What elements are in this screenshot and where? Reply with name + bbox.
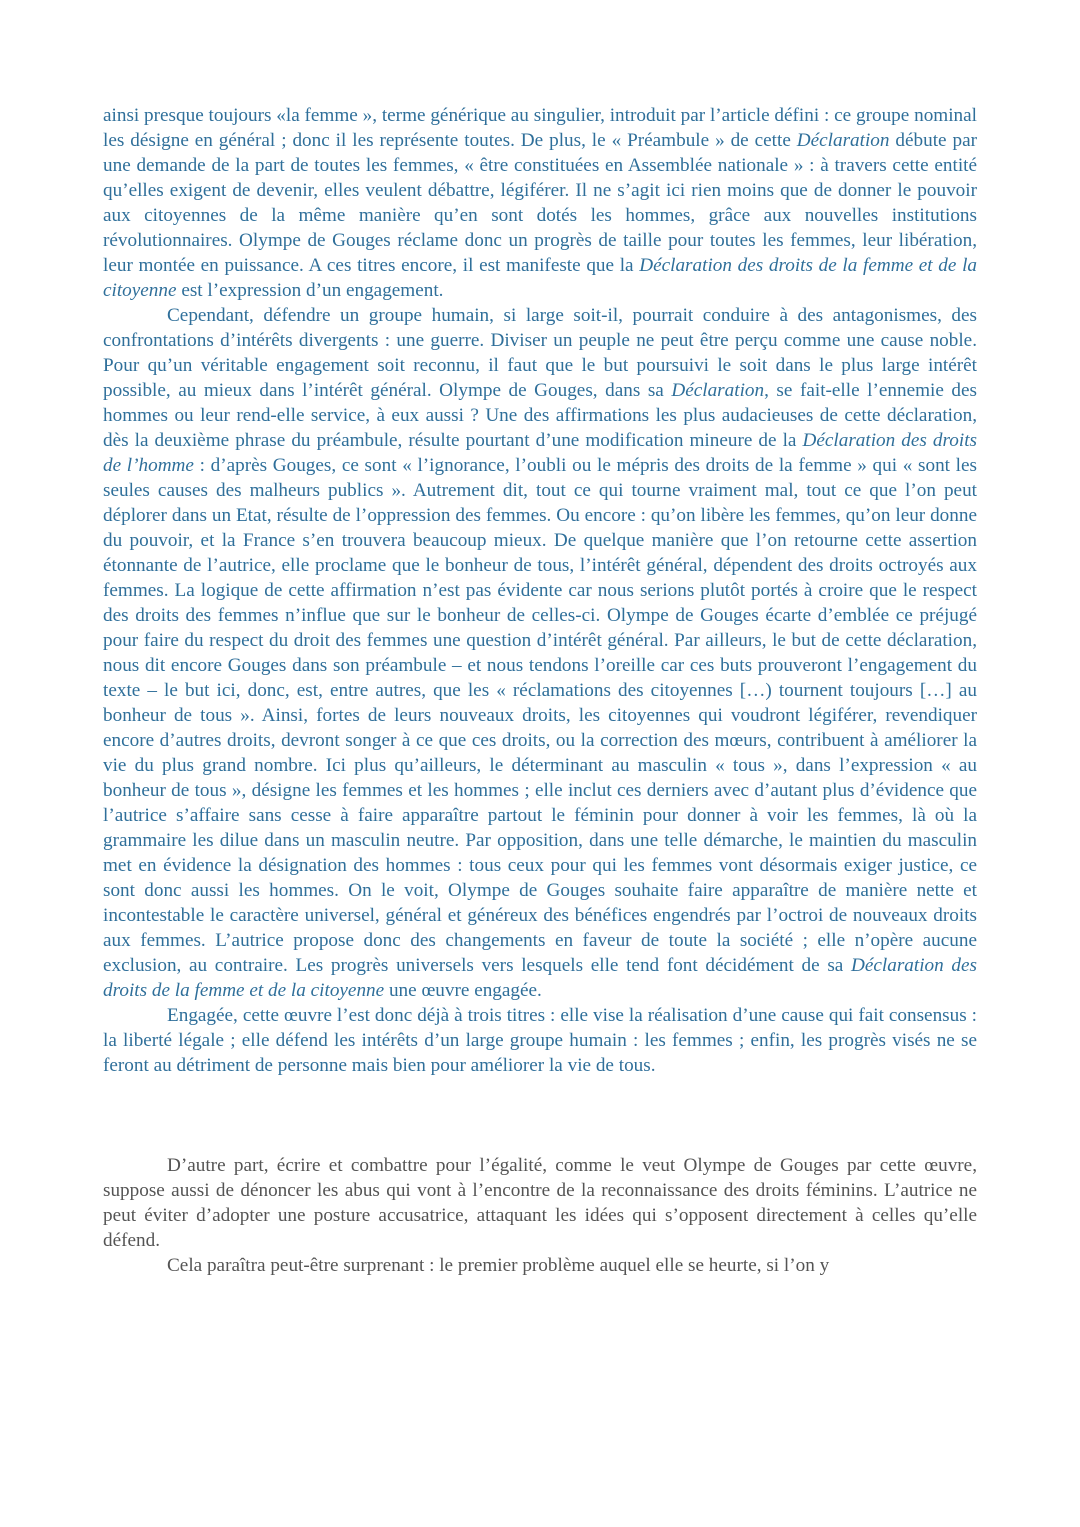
title-declaration: Déclaration bbox=[796, 130, 890, 151]
paragraph-engagement-intro: ainsi presque toujours «la femme », terme générique au singulier, introduit par l’article défini : ce groupe nominal les désigne en général ; donc il les représente toutes. De plus, le « Préambule » de cette Déclaration débute par une demande de la part de toutes les femmes, « être constituées en Assemblée nationale » : à travers cette entité qu’elles exigent de devenir, elles veulent débattre, légiférer. Il ne s’agit ici rien moins que de donner le pouvoir aux citoyennes de la même manière qu’en sont dotés les hommes, grâce aux nouvelles institutions révolutionnaires. Olympe de Gouges réclame donc un progrès de taille pour toutes les femmes, leur libération, leur montée en puissance. A ces titres encore, il est manifeste que la Déclaration des droits de la femme et de la citoyenne est l’expression d’un engagement. bbox=[103, 105, 977, 301]
paragraph-conclusion: Engagée, cette œuvre l’est donc déjà à trois titres : elle vise la réalisation d’une cause qui fait consensus : la liberté légale ; elle défend les intérêts d’un large groupe humain : les femmes ; enfin, les progrès visés ne se feront au détriment de personne mais bien pour améliorer la vie de tous. bbox=[103, 1005, 977, 1076]
paragraph-interet-general: Cependant, défendre un groupe humain, si large soit-il, pourrait conduire à des antagonismes, des confrontations d’intérêts divergents : une guerre. Diviser un peuple ne peut être perçu comme une cause noble. Pour qu’un véritable engagement soit reconnu, il faut que le but poursuivi le soit dans le plus large intérêt possible, au mieux dans l’intérêt général. Olympe de Gouges, dans sa Déclaration, se fait-elle l’ennemie des hommes ou leur rend-elle service, à eux aussi ? Une des affirmations les plus audacieuses de cette déclaration, dès la deuxième phrase du préambule, résulte pourtant d’une modification mineure de la Déclaration des droits de l’homme : d’après Gouges, ce sont « l’ignorance, l’oubli ou le mépris des droits de la femme » qui « sont les seules causes des malheurs publics ». Autrement dit, tout ce qui tourne vraiment mal, tout ce que l’on peut déplorer dans un Etat, résulte de l’oppression des femmes. Ou encore : qu’on libère les femmes, qu’on leur donne du pouvoir, et la France s’en trouvera beaucoup mieux. De quelque manière que l’on retourne cette assertion étonnante de l’autrice, elle proclame que le bonheur de tous, l’intérêt général, dépendent des droits octroyés aux femmes. La logique de cette affirmation n’est pas évidente car nous serions plutôt portés à croire que le respect des droits des femmes n’influe que sur le bonheur de celles-ci. Olympe de Gouges écarte d’emblée ce préjugé pour faire du respect du droit des femmes une question d’intérêt général. Par ailleurs, le but de cette déclaration, nous dit encore Gouges dans son préambule – et nous tendons l’oreille car ces buts prouveront l’engagement du texte – le but ici, donc, est, entre autres, que les « réclamations des citoyennes […) tournent toujours […] au bonheur de tous ». Ainsi, fortes de leurs nouveaux droits, les citoyennes qui voudront légiférer, revendiquer encore d’autres droits, devront songer à ce que ces droits, ou la correction des mœurs, contribuent à améliorer la vie du plus grand nombre. Ici plus qu’ailleurs, le déterminant au masculin « tous », dans l’expression « au bonheur de tous », désigne les femmes et les hommes ; elle inclut ces derniers avec d’autant plus d’évidence que l’autrice s’affaire sans cesse à faire apparaître partout le féminin pour donner à voir les femmes, là où la grammaire les dilue dans un masculin neutre. Par opposition, dans une telle démarche, le maintien du masculin met en évidence la désignation des hommes : tous ceux pour qui les femmes vont désormais exiger justice, ce sont donc aussi les hommes. On le voit, Olympe de Gouges souhaite faire apparaître de manière nette et incontestable le caractère universel, général et généreux des bénéfices engendrés par l’octroi de nouveaux droits aux femmes. L’autrice propose donc des changements en faveur de toute la société ; elle n’opère aucune exclusion, au contraire. Les progrès universels vers lesquels elle tend font décidément de sa Déclaration des droits de la femme et de la citoyenne une œuvre engagée. bbox=[103, 305, 977, 1001]
title-declaration: Déclaration bbox=[671, 380, 765, 401]
paragraph-premier-probleme: Cela paraîtra peut-être surprenant : le premier problème auquel elle se heurte, si l’on y bbox=[167, 1255, 830, 1276]
title-declaration-homme: Déclaration des droits de l’homme bbox=[103, 430, 977, 476]
title-declaration-femme: Déclaration des droits de la femme et de la citoyenne bbox=[103, 255, 977, 301]
section-gray-text bbox=[103, 1153, 977, 1278]
section-gap bbox=[103, 1078, 977, 1153]
section-blue-text bbox=[103, 103, 977, 1078]
paragraph-denonciation: D’autre part, écrire et combattre pour l’égalité, comme le veut Olympe de Gouges par cette œuvre, suppose aussi de dénoncer les abus qui vont à l’encontre de la reconnaissance des droits féminins. L’autrice ne peut éviter d’adopter une posture accusatrice, attaquant les idées qui s’opposent directement à celles qu’elle défend. bbox=[103, 1155, 977, 1251]
title-declaration-femme: Déclaration des droits de la femme et de la citoyenne bbox=[103, 955, 977, 1001]
document-page bbox=[103, 103, 977, 1278]
